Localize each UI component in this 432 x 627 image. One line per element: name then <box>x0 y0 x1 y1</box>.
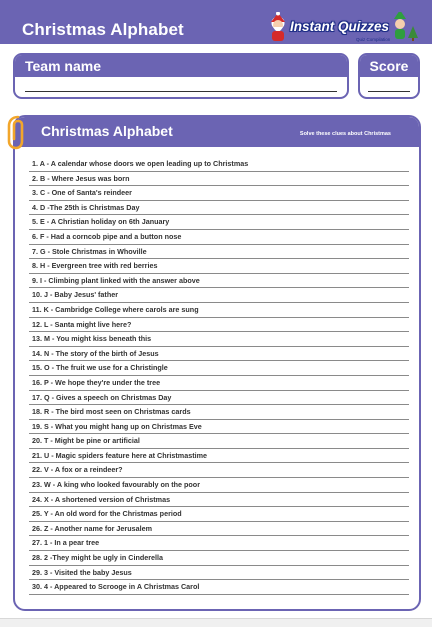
quiz-card <box>13 115 421 611</box>
quiz-card-header <box>15 117 419 147</box>
team-name-label: Team name <box>15 55 347 77</box>
question-number: 14 . <box>32 349 44 358</box>
question-text: J - Baby Jesus' father <box>44 290 119 300</box>
question-row <box>29 405 409 420</box>
question-text: W - A king who looked favourably on the poor <box>44 480 200 490</box>
question-text: U - Magic spiders feature here at Christmastime <box>44 450 207 460</box>
question-number: 28 . <box>32 553 44 562</box>
question-row <box>29 347 409 362</box>
logo-subtext: Quiz Compilation <box>356 37 391 42</box>
question-text: N - The story of the birth of Jesus <box>44 348 159 358</box>
question-row <box>29 391 409 406</box>
score-box <box>358 53 420 99</box>
question-number: 7 . <box>32 247 40 256</box>
page-title: Christmas Alphabet <box>22 20 184 39</box>
question-row <box>29 420 409 435</box>
question-number: 30 . <box>32 582 44 591</box>
question-text: X - A shortened version of Christmas <box>44 494 171 504</box>
question-text: F - Had a corncob pipe and a button nose <box>40 231 182 241</box>
page-bottom-edge <box>0 618 432 627</box>
question-number: 8 . <box>32 261 40 270</box>
question-row <box>29 536 409 551</box>
question-number: 29 . <box>32 568 44 577</box>
question-number: 13 . <box>32 334 44 343</box>
page-header <box>0 0 432 44</box>
question-text: 2 -They might be ugly in Cinderella <box>44 553 164 563</box>
question-number: 4 . <box>32 203 40 212</box>
question-row <box>29 274 409 289</box>
logo-text: Instant Quizzes <box>290 19 390 34</box>
question-text: V - A fox or a reindeer? <box>44 465 123 475</box>
question-text: Y - An old word for the Christmas period <box>43 509 182 519</box>
question-row <box>29 361 409 376</box>
quiz-card-title: Christmas Alphabet <box>41 123 173 139</box>
question-row <box>29 566 409 581</box>
question-number: 21 . <box>32 451 44 460</box>
question-row <box>29 580 409 595</box>
question-row <box>29 332 409 347</box>
question-number: 22 . <box>32 465 44 474</box>
question-number: 19 . <box>32 422 44 431</box>
question-number: 3 . <box>32 188 40 197</box>
question-row <box>29 551 409 566</box>
question-row <box>29 201 409 216</box>
question-row <box>29 245 409 260</box>
paperclip-icon <box>4 111 28 151</box>
quiz-instruction: Solve these clues about Christmas <box>299 131 391 137</box>
question-list <box>29 157 409 595</box>
question-row <box>29 186 409 201</box>
question-text: Z - Another name for Jerusalem <box>44 523 152 533</box>
team-name-write-line <box>25 91 337 92</box>
question-text: 1 - In a pear tree <box>44 538 100 548</box>
question-row <box>29 478 409 493</box>
question-number: 12 . <box>32 320 44 329</box>
question-number: 2 . <box>32 174 40 183</box>
question-text: S - What you might hang up on Christmas Eve <box>44 421 202 431</box>
question-number: 24 . <box>32 495 44 504</box>
question-text: M - You might kiss beneath this <box>44 334 152 344</box>
question-row <box>29 449 409 464</box>
question-text: T - Might be pine or artificial <box>44 436 140 446</box>
question-row <box>29 157 409 172</box>
question-number: 17 . <box>32 393 44 402</box>
question-number: 25 . <box>32 509 44 518</box>
question-text: K - Cambridge College where carols are sung <box>43 304 199 314</box>
question-text: E - A Christian holiday on 6th January <box>40 217 170 227</box>
question-number: 26 . <box>32 524 44 533</box>
question-row <box>29 230 409 245</box>
question-row <box>29 463 409 478</box>
question-number: 10 . <box>32 290 44 299</box>
question-text: C - One of Santa's reindeer <box>40 188 132 198</box>
question-text: 3 - Visited the baby Jesus <box>44 567 132 577</box>
question-row <box>29 172 409 187</box>
question-text: Q - Gives a speech on Christmas Day <box>44 392 172 402</box>
question-text: G - Stole Christmas in Whoville <box>40 246 147 256</box>
question-text: R - The bird most seen on Christmas cards <box>44 407 191 417</box>
question-row <box>29 318 409 333</box>
question-row <box>29 215 409 230</box>
question-text: L - Santa might live here? <box>44 319 132 329</box>
question-number: 6 . <box>32 232 40 241</box>
question-text: 4 - Appeared to Scrooge in A Christmas Carol <box>44 582 200 592</box>
question-row <box>29 303 409 318</box>
question-row <box>29 507 409 522</box>
question-number: 18 . <box>32 407 44 416</box>
question-text: I - Climbing plant linked with the answer above <box>40 275 200 285</box>
question-row <box>29 434 409 449</box>
question-text: P - We hope they're under the tree <box>44 377 161 387</box>
question-number: 1 . <box>32 159 40 168</box>
question-number: 20 . <box>32 436 44 445</box>
question-row <box>29 259 409 274</box>
question-number: 16 . <box>32 378 44 387</box>
question-row <box>29 288 409 303</box>
question-number: 11 . <box>32 305 44 314</box>
question-number: 23 . <box>32 480 44 489</box>
question-text: D -The 25th is Christmas Day <box>40 202 140 212</box>
score-write-line <box>368 91 410 92</box>
question-row <box>29 376 409 391</box>
question-number: 27 . <box>32 538 44 547</box>
score-label: Score <box>360 55 418 77</box>
question-text: H - Evergreen tree with red berries <box>40 261 158 271</box>
question-row <box>29 493 409 508</box>
question-text: B - Where Jesus was born <box>40 173 130 183</box>
instant-quizzes-logo <box>268 12 418 46</box>
question-text: O - The fruit we use for a Christingle <box>44 363 168 373</box>
question-text: A - A calendar whose doors we open leading up to Christmas <box>39 159 249 168</box>
question-row <box>29 522 409 537</box>
question-number: 5 . <box>32 217 40 226</box>
team-name-box <box>13 53 349 99</box>
question-number: 9 . <box>32 276 40 285</box>
question-number: 15 . <box>32 363 44 372</box>
